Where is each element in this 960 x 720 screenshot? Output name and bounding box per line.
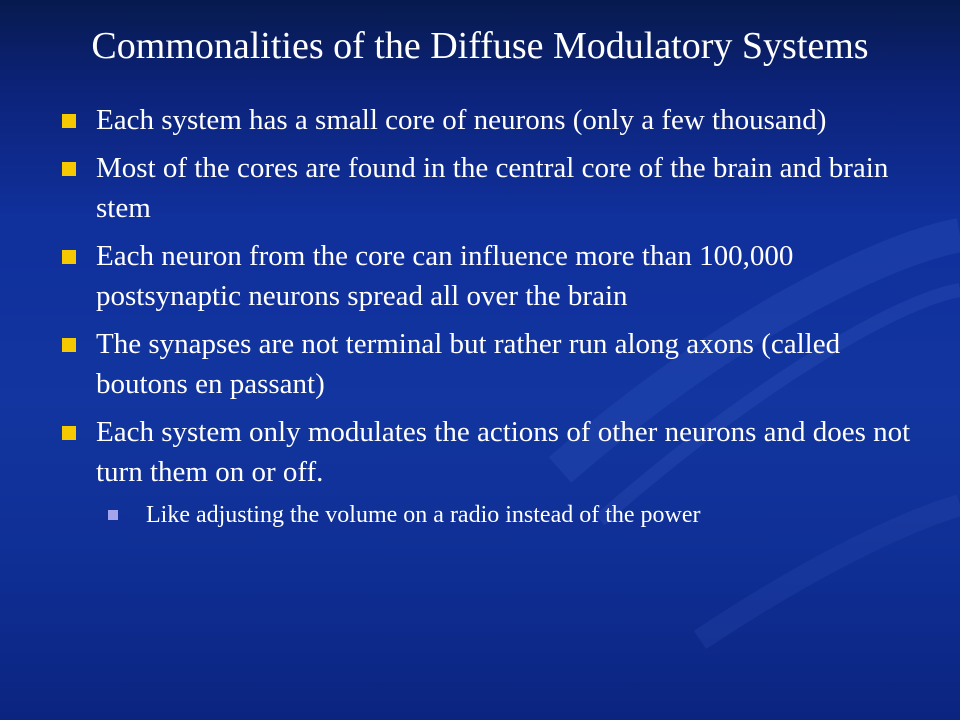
bullet-item [58, 236, 918, 316]
bullet-item [58, 100, 918, 140]
square-bullet-icon [62, 250, 76, 264]
slide-title: Commonalities of the Diffuse Modulatory Systems [91, 25, 869, 67]
bullet-text: Most of the cores are found in the central core of the brain and brain stem [96, 152, 889, 224]
sub-bullet-item [58, 498, 918, 532]
bullet-item [58, 148, 918, 228]
square-bullet-icon [62, 338, 76, 352]
square-bullet-icon [62, 162, 76, 176]
small-square-bullet-icon [108, 510, 118, 520]
bullet-text: Each neuron from the core can influence more than 100,000 postsynaptic neurons spread all over the brain [96, 240, 794, 312]
bullet-text: Each system has a small core of neurons (only a few thousand) [96, 104, 827, 136]
bullet-text: The synapses are not terminal but rather run along axons (called boutons en passant) [96, 328, 841, 400]
bullet-text: Each system only modulates the actions of other neurons and does not turn them on or off. [96, 416, 911, 488]
bullet-list [58, 100, 918, 532]
square-bullet-icon [62, 114, 76, 128]
bullet-item [58, 412, 918, 492]
square-bullet-icon [62, 426, 76, 440]
bullet-item [58, 324, 918, 404]
sub-bullet-text: Like adjusting the volume on a radio instead of the power [146, 502, 701, 528]
